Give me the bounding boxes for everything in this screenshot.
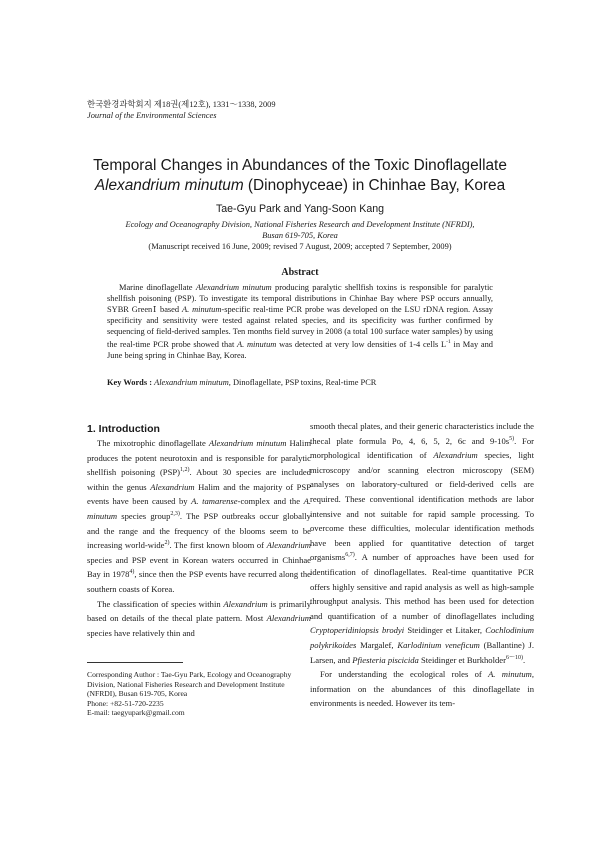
text-run: Halim and the majority of PSP events have been caused by <box>87 481 311 507</box>
text-run: species and PSP event in Korean waters occurred in Chinhae Bay in 1978 <box>87 554 311 580</box>
species-name: Alexandrium <box>223 598 268 609</box>
keywords-label: Key Words : <box>107 378 155 387</box>
title-line-2-rest: (Dinophyceae) in Chinhae Bay, Korea <box>243 177 506 194</box>
text-run: For understanding the ecological roles of <box>320 669 489 680</box>
text-run: species group <box>117 510 171 521</box>
text-run: . <box>522 654 526 665</box>
text-run: Halim produces the potent neurotoxin and is responsible for paralytic shellfish poisoning (PSP) <box>87 438 312 478</box>
species-name: Alexandrium <box>266 613 311 624</box>
keywords-rest: , Dinoflagellate, PSP toxins, Real-time PCR <box>228 378 377 387</box>
citation: 4) <box>129 569 135 576</box>
intro-paragraph-1 <box>87 436 311 597</box>
species-name: Alexandrium <box>150 481 195 492</box>
authors: Tae-Gyu Park and Yang-Soon Kang <box>215 203 385 215</box>
journal-header <box>87 99 276 121</box>
species-name: Alexandrium <box>266 540 311 551</box>
text-run: . For morphological identification of <box>310 435 534 461</box>
species-name: A. tamarense <box>191 496 238 507</box>
citation: 6～10) <box>505 654 523 661</box>
footnote-author-affiliation: Corresponding Author : Tae-Gyu Park, Ecology and Oceanography Division, National Fisheries Research and Development Institute (NFRDI), Busan 619-705, Korea <box>87 670 292 699</box>
keywords <box>107 378 493 387</box>
manuscript-dates: (Manuscript received 16 June, 2009; revised 7 August, 2009; accepted 7 September, 2009) <box>148 242 452 251</box>
species-name: A. minutum <box>488 669 532 680</box>
species-name: Alexandrium <box>433 450 478 461</box>
footnote-phone: Phone: +82-51-720-2235 <box>87 698 164 708</box>
right-column <box>310 419 534 711</box>
text-run: is primarily based on details of the thecal plate pattern. Most <box>87 598 311 624</box>
text-run: . A number of approaches have been used for identification of dinoflagellates. Real-time quantitative PCR offers highly sensitive and rapid analysis as well as high-sample throughput analysis. This method has been used for detection and quantification of a number of dinoflagellates including <box>310 552 534 621</box>
abstract-heading: Abstract <box>281 267 319 278</box>
title-line-1: Temporal Changes in Abundances of the Toxic Dinoflagellate <box>93 157 507 174</box>
text-run: species, light microscopy and/or scanning electron microscopy (SEM) analyses on laboratory-cultured or field-derived cells are required. These conventional identification methods are labor intensive and not suitable for rapid sample processing. To overcome these difficulties, molecular identification methods have been applied for quantitative detection of target organisms <box>310 450 534 563</box>
corresponding-author-footnote <box>87 670 307 718</box>
text-run: -complex and the <box>237 496 304 507</box>
citation: 5) <box>509 435 515 442</box>
affiliation-line-1: Ecology and Oceanography Division, National Fisheries Research and Development Institute (NFRDI), <box>125 220 475 229</box>
left-column <box>87 436 311 640</box>
section-heading-introduction: 1. Introduction <box>87 423 160 435</box>
citation: 2) <box>164 540 170 547</box>
text-run: (Ballantine) J. Larsen, and <box>310 639 534 665</box>
footnote-email[interactable]: E-mail: taegyupark@gmail.com <box>87 708 185 718</box>
species-name: Alexandrium minutum <box>208 438 287 448</box>
citation: 2,3) <box>170 511 180 518</box>
abstract-species: Alexandrium minutum <box>195 283 272 292</box>
species-name: Karlodinium veneficum <box>397 639 480 650</box>
citation: 6,7) <box>345 552 355 559</box>
species-name: A. minutum <box>87 496 311 521</box>
intro-paragraph-2 <box>87 597 311 641</box>
abstract-text <box>107 282 493 361</box>
intro-paragraph-2-continued <box>310 419 534 667</box>
text-run: . The first known bloom of <box>169 540 267 551</box>
text-run: The classification of species within <box>97 598 224 609</box>
journal-korean-reference: 한국환경과학회지 제18권(제12호), 1331～1338, 2009 <box>87 100 276 109</box>
text-run: . About 30 species are included within the genus <box>87 467 311 492</box>
journal-english-name: Journal of the Environmental Sciences <box>87 111 217 120</box>
species-name: Cochlodinium polykrikoides <box>310 625 534 650</box>
species-name: Cryptoperidiniopsis brodyi <box>310 625 405 636</box>
paper-title <box>60 156 540 196</box>
abstract-text-part: Marine dinoflagellate <box>119 283 196 292</box>
text-run: The mixotrophic dinoflagellate <box>97 438 209 448</box>
citation: 1,2) <box>180 467 190 474</box>
affiliation <box>95 219 505 241</box>
keyword-species: Alexandrium minutum <box>154 378 229 387</box>
text-run: , information on the abundances of this dinoflagellate in environments is needed. However its tem- <box>310 669 534 709</box>
title-species-name: Alexandrium minutum <box>94 177 244 194</box>
species-name: Pfiesteria piscicida <box>352 654 419 665</box>
title-line-2 <box>60 176 540 196</box>
text-run: , since then the PSP events have recurred along the southern coasts of Korea. <box>87 569 311 594</box>
text-run: smooth thecal plates, and their generic characteristics include the thecal plate formula Po, 4, 6, 5, 2, 6c and 9-10s <box>310 421 534 446</box>
abstract-superscript: -1 <box>446 339 451 346</box>
affiliation-line-2: Busan 619-705, Korea <box>262 231 338 240</box>
abstract-text-part: -specific real-time PCR probe was developed on the LSU rDNA region. Assay specificity and sensitivity were tested against related species, and its specificity was further confirmed by sequencing of field-derived samples. Ten months field survey in 2008 (a total 100 surface water samples) by using the real-time PCR probe showed that <box>107 305 493 350</box>
abstract-species: A. minutum <box>237 340 277 350</box>
intro-paragraph-3 <box>310 667 534 711</box>
abstract-species: A. minutum <box>181 305 222 315</box>
abstract-text-part: producing paralytic shellfish toxins is responsible for paralytic shellfish poisoning (PSP). To investigate its temporal distributions in Chinhae Bay where PSP occurs annually, SYBR GreenⅠ based <box>107 283 493 315</box>
text-run: Steidinger et Burkholder <box>418 654 506 665</box>
text-run: species have relatively thin and <box>87 627 195 638</box>
abstract-text-part: was detected at very low densities of 1-4 cells L <box>276 340 447 350</box>
footnote-divider <box>87 662 183 663</box>
text-run: . The PSP outbreaks occur globally and the range and the frequency of the blooms seem to be increasing world-wide <box>87 510 311 551</box>
text-run: Steidinger et Litaker, <box>404 625 486 636</box>
abstract-text-part: in May and June being spring in Chinhae Bay, Korea. <box>107 340 493 361</box>
text-run: Margalef, <box>356 639 398 650</box>
